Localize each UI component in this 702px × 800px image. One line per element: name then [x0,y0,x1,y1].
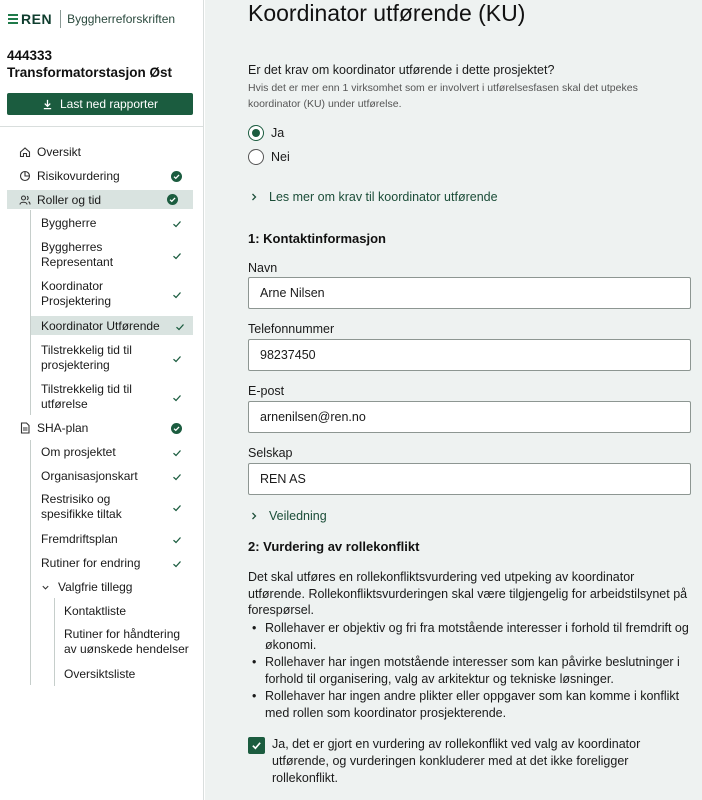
nav-item-restrisiko[interactable] [0,491,204,523]
download-icon [42,99,53,110]
check-icon [172,534,182,544]
download-reports-button[interactable] [7,93,193,115]
name-label: Navn [248,261,278,275]
nav-label: Organisasjonskart [41,469,138,483]
nav-label: Rutiner for endring [41,556,141,570]
brand-header [0,0,203,38]
nav-item-kontaktliste[interactable] [0,602,204,620]
requirement-help-text: Hvis det er mer enn 1 virksomhet som er involvert i utførelsesfasen skal det utpekes koordinator (KU) under utførelse. [248,82,638,110]
main-content [205,0,702,800]
phone-label: Telefonnummer [248,322,335,336]
nav-item-byggherre[interactable] [0,214,204,232]
check-icon [172,218,182,228]
chevron-right-icon [250,512,258,520]
page-title: Koordinator utførende (KU) [248,0,526,26]
role-conflict-paragraph: Det skal utføres en rollekonfliktsvurdering ved utpeking av koordinator utførende. Rollekonfliktsvurderingen skal være tilgjengelig for arbeidstilsynet på forespørsel. [248,570,688,617]
email-field[interactable]: arnenilsen@ren.no [248,401,691,433]
confirm-label: Ja, det er gjort en vurdering av rollekonflikt ved valg av koordinator utførende, og vurderingen konkluderer med at det ikke foreligger rollekonflikt. [272,737,641,785]
nav-item-koordinator-prosjektering[interactable] [0,278,204,310]
nav-label: Roller og tid [37,192,102,207]
check-icon [172,447,182,457]
nav-item-valgfrie-tillegg[interactable] [0,578,204,596]
nav-item-tid-utforelse[interactable] [0,381,204,413]
nav-item-oversikt[interactable] [0,143,204,161]
document-icon [19,422,31,434]
radio-circle[interactable] [248,149,264,165]
section-heading-role-conflict: 2: Vurdering av rollekonflikt [248,539,420,554]
nav-item-oversiktsliste[interactable] [0,665,204,683]
sidebar-divider [0,126,204,127]
chevron-right-icon [250,193,258,201]
company-field[interactable]: REN AS [248,463,691,495]
role-conflict-confirm[interactable] [248,736,693,787]
confirm-checkbox[interactable] [248,737,265,754]
sidebar [0,0,204,800]
complete-check-icon [171,423,182,434]
project-name: Transformatorstasjon Øst [7,65,173,80]
check-icon [172,250,182,260]
bullet-item: • Rollehaver har ingen andre plikter eller oppgaver som kan komme i konflikt med rollen som koordinator prosjekterende. [248,688,693,721]
expander-label: Veiledning [269,509,327,523]
nav-label: Restrisiko og spesifikke tiltak [41,492,122,521]
radio-circle-selected[interactable] [248,125,264,141]
nav-item-roller-og-tid[interactable] [7,190,193,209]
bullet-item: • Rollehaver er objektiv og fri fra motstående interesser i forhold til fremdrift og økonomi. [248,620,693,653]
complete-check-icon [171,171,182,182]
section-heading-contact: 1: Kontaktinformasjon [248,231,386,246]
nav-item-byggherres-representant[interactable] [0,239,204,271]
company-label: Selskap [248,446,293,460]
project-id: 444333 [7,48,53,63]
nav-label: Tilstrekkelig tid til utførelse [41,382,132,411]
nav-label: SHA-plan [37,421,89,435]
check-icon [172,502,182,512]
nav-item-koordinator-utforende[interactable] [31,316,193,335]
check-icon [172,353,182,363]
nav-label: Om prosjektet [41,445,116,459]
nav-label: Tilstrekkelig tid til prosjektering [41,343,132,372]
check-icon [172,289,182,299]
nav-label: Oversikt [37,145,82,159]
email-label: E-post [248,384,285,398]
check-icon [172,392,182,402]
name-field[interactable]: Arne Nilsen [248,277,691,309]
nav-item-fremdriftsplan[interactable] [0,530,204,548]
radio-label: Nei [271,150,290,164]
nav-label: Koordinator Utførende [41,318,160,333]
download-label: Last ned rapporter [59,97,159,111]
home-icon [19,146,31,158]
checkmark-icon [251,740,262,751]
nav-label: Fremdriftsplan [41,532,118,546]
expander-label: Les mer om krav til koordinator utførende [269,190,498,204]
nav-label: Rutiner for håndtering av uønskede hendelser [64,627,189,656]
role-conflict-bullets [248,620,693,722]
pie-chart-icon [19,170,31,182]
phone-field[interactable]: 98237450 [248,339,691,371]
nav-item-organisasjonskart[interactable] [0,467,204,485]
nav-label: Oversiktsliste [64,667,136,681]
check-icon [172,471,182,481]
nav-item-rutiner-for-endring[interactable] [0,554,204,572]
brand-divider [60,10,61,28]
radio-no[interactable] [248,149,290,165]
nav-item-tid-prosjektering[interactable] [0,342,204,374]
nav-label: Byggherres Representant [41,240,114,269]
nav-item-sha-plan[interactable] [0,419,204,437]
complete-check-icon [167,194,178,205]
bullet-item: • Rollehaver har ingen motstående interesser som kan påvirke beslutninger i forhold til organisering, valg av arkitektur og tekniske løsninger. [248,654,693,687]
app-name: Byggherreforskriften [67,12,176,26]
check-icon [175,321,185,331]
nav-item-om-prosjektet[interactable] [0,443,204,461]
nav-label: Risikovurdering [37,169,120,183]
nav-label: Valgfrie tillegg [58,580,133,594]
nav-item-risikovurdering[interactable] [0,167,204,185]
users-icon [19,194,31,206]
logo-bars-icon [8,14,18,24]
radio-label: Ja [271,126,285,140]
check-icon [172,558,182,568]
ren-logo[interactable] [8,11,52,27]
logo-text: REN [21,11,53,27]
nav-item-rutiner-hendelser[interactable] [0,626,204,658]
radio-yes[interactable] [248,125,284,141]
guidance-expander[interactable] [250,509,327,523]
requirement-question: Er det krav om koordinator utførende i dette prosjektet? [248,63,555,77]
nav-label: Koordinator Prosjektering [41,279,112,308]
nav-label: Kontaktliste [64,604,127,618]
chevron-down-icon [41,581,50,593]
read-more-expander[interactable] [250,190,498,204]
nav-label: Byggherre [41,216,97,230]
